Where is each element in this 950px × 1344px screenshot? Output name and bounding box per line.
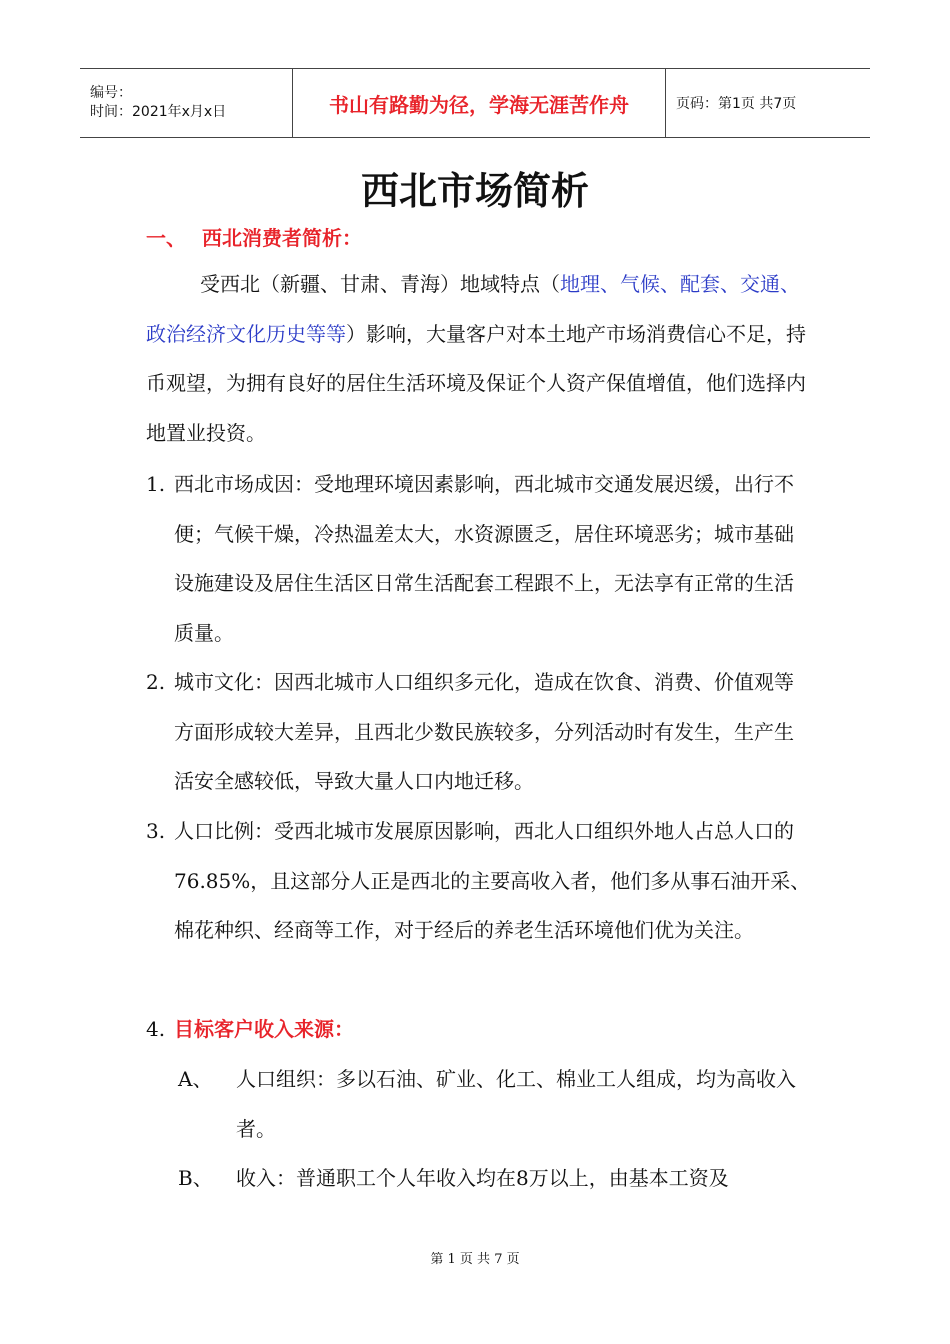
header-page-info: 页码：第1页 共7页 (676, 96, 797, 112)
intro-highlight: 地理、气候、配套、交通、政治经济文化历史等等 (146, 272, 800, 346)
list-item-number: 1. (146, 472, 166, 496)
intro-text-1: 受西北（新疆、甘肃、青海）地域特点（ (200, 272, 560, 296)
number-label: 编号： (90, 85, 132, 101)
sub-item-text: 收入：普通职工个人年收入均在8万以上，由基本工资及 (236, 1166, 729, 1190)
section-title: 西北消费者简析： (202, 226, 362, 250)
sub-item-label: B、 (178, 1166, 213, 1190)
header-motto: 书山有路勤为径，学海无涯苦作舟 (293, 69, 666, 137)
time-label: 时间：2021年x月x日 (90, 104, 227, 120)
intro-text-2: ）影响，大量客户对本土地产市场消费信心不足，持币观望，为拥有良好的居住生活环境及保证个人资产保值增值，他们选择内地置业投资。 (146, 321, 806, 445)
sub-item (178, 1154, 812, 1204)
list-item (146, 1005, 812, 1055)
list-item (146, 460, 812, 658)
list-item-text: 城市文化：因西北城市人口组织多元化，造成在饮食、消费、价值观等方面形成较大差异，且西北少数民族较多，分列活动时有发生，生产生活安全感较低，导致大量人口内地迁移。 (174, 670, 794, 793)
sub-item-label: A、 (178, 1067, 213, 1091)
section-number: 一、 (146, 226, 186, 250)
header-meta (80, 69, 293, 137)
list-item (146, 658, 812, 807)
list-item-number: 3. (146, 819, 166, 843)
page-footer: 第 1 页 共 7 页 (430, 1252, 520, 1267)
list-item-text: 目标客户收入来源： (174, 1017, 354, 1041)
list-item-text: 人口比例：受西北城市发展原因影响，西北人口组织外地人占总人口的76.85%，且这部分人正是西北的主要高收入者，他们多从事石油开采、棉花种织、经商等工作，对于经后的养老生活环境他们优为关注。 (174, 819, 811, 942)
document-title: 西北市场简析 (360, 169, 589, 213)
list-item (146, 807, 812, 956)
sub-item-text: 人口组织：多以石油、矿业、化工、棉业工人组成，均为高收入者。 (236, 1067, 796, 1141)
sub-item (178, 1055, 812, 1154)
list-item-text: 西北市场成因：受地理环境因素影响，西北城市交通发展迟缓，出行不便；气候干燥，冷热温差太大，水资源匮乏，居住环境恶劣；城市基础设施建设及居住生活区日常生活配套工程跟不上，无法享有正常的生活质量。 (174, 472, 794, 645)
section-heading (146, 222, 362, 251)
page-header (80, 68, 870, 138)
list-item-number: 2. (146, 670, 166, 694)
list-item-number: 4. (146, 1017, 166, 1041)
intro-paragraph (146, 260, 812, 458)
